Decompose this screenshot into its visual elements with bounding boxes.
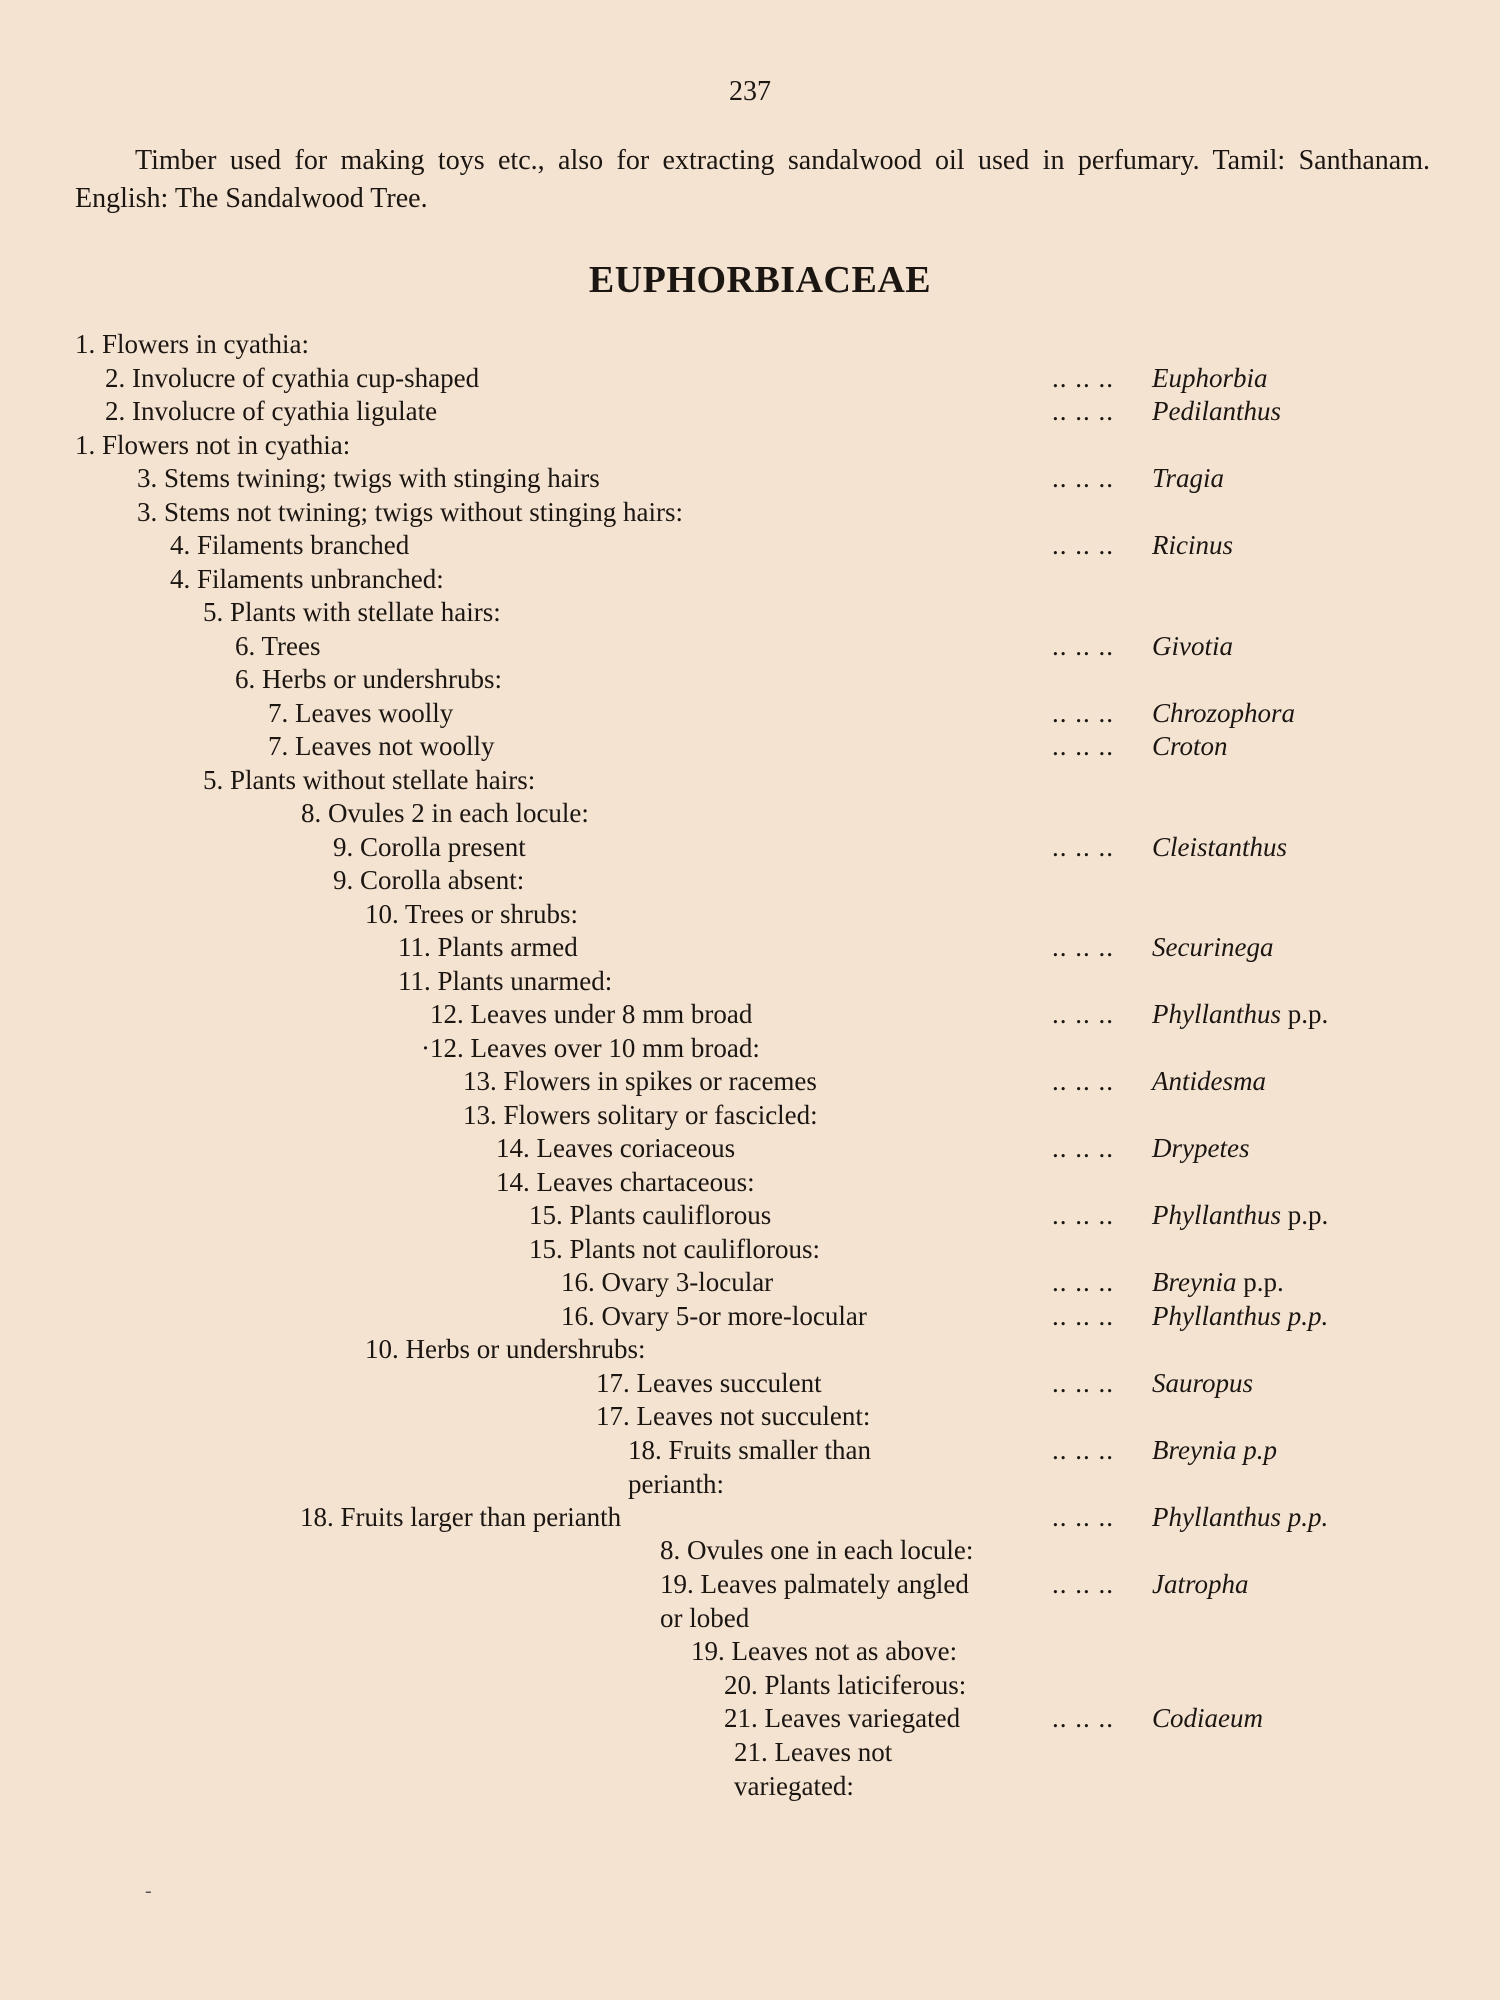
key-row bbox=[0, 1064, 1500, 1098]
genus-result bbox=[1152, 1198, 1328, 1232]
genus-result bbox=[1152, 1567, 1249, 1601]
key-row bbox=[0, 327, 1500, 361]
key-row bbox=[0, 595, 1500, 629]
key-row bbox=[0, 1332, 1500, 1366]
key-lead: 18. Fruits larger than perianth bbox=[300, 1502, 622, 1532]
genus-result bbox=[1152, 930, 1273, 964]
genus-result bbox=[1152, 1500, 1328, 1534]
genus-result bbox=[1152, 1299, 1328, 1333]
genus-result bbox=[1152, 830, 1287, 864]
key-row bbox=[0, 428, 1500, 462]
leader-dots: .. .. .. bbox=[1052, 698, 1114, 728]
genus-name: Croton bbox=[1152, 731, 1228, 761]
key-row bbox=[0, 1567, 1500, 1635]
genus-result bbox=[1152, 1131, 1249, 1165]
key-lead: 2. Involucre of cyathia ligulate bbox=[105, 396, 438, 426]
key-row bbox=[0, 696, 1500, 730]
leader-dots: .. .. .. bbox=[1052, 1133, 1114, 1163]
key-lead: 11. Plants armed bbox=[398, 932, 578, 962]
key-lead: 3. Stems not twining; twigs without stinging hairs: bbox=[137, 497, 684, 527]
genus-name: Breynia p.p bbox=[1152, 1435, 1277, 1465]
key-lead: 7. Leaves not woolly bbox=[268, 731, 495, 761]
key-lead: 10. Herbs or undershrubs: bbox=[365, 1334, 646, 1364]
genus-name: Pedilanthus bbox=[1152, 396, 1281, 426]
key-row bbox=[0, 1399, 1500, 1433]
key-row bbox=[0, 528, 1500, 562]
key-row bbox=[0, 361, 1500, 395]
key-row bbox=[0, 1198, 1500, 1232]
genus-suffix: p.p. bbox=[1281, 1200, 1329, 1230]
genus-suffix: p.p. bbox=[1281, 999, 1329, 1029]
key-lead: 9. Corolla present bbox=[333, 832, 526, 862]
key-lead: 16. Ovary 5-or more-locular bbox=[561, 1301, 867, 1331]
key-lead: 13. Flowers solitary or fascicled: bbox=[463, 1100, 818, 1130]
key-row bbox=[0, 394, 1500, 428]
key-row bbox=[0, 1701, 1500, 1735]
key-row bbox=[0, 1366, 1500, 1400]
genus-result bbox=[1152, 696, 1295, 730]
leader-dots: .. .. .. bbox=[1052, 731, 1114, 761]
genus-name: Phyllanthus bbox=[1152, 1200, 1281, 1230]
key-lead: 2. Involucre of cyathia cup-shaped bbox=[105, 363, 480, 393]
key-row bbox=[0, 1131, 1500, 1165]
genus-result bbox=[1152, 1701, 1263, 1735]
key-row bbox=[0, 897, 1500, 931]
key-row bbox=[0, 495, 1500, 529]
key-lead: 21. Leaves variegated bbox=[724, 1703, 961, 1733]
genus-result bbox=[1152, 361, 1268, 395]
key-row bbox=[0, 830, 1500, 864]
leader-dots: .. .. .. bbox=[1052, 363, 1114, 393]
key-lead: 4. Filaments branched bbox=[170, 530, 410, 560]
key-lead: 13. Flowers in spikes or racemes bbox=[463, 1066, 817, 1096]
key-lead: 17. Leaves succulent bbox=[596, 1368, 822, 1398]
genus-name: Phyllanthus p.p. bbox=[1152, 1301, 1329, 1331]
genus-suffix: p.p. bbox=[1236, 1267, 1284, 1297]
key-row bbox=[0, 796, 1500, 830]
key-row bbox=[0, 562, 1500, 596]
key-lead: 5. Plants with stellate hairs: bbox=[203, 597, 501, 627]
key-lead: 1. Flowers not in cyathia: bbox=[75, 430, 351, 460]
key-row bbox=[0, 997, 1500, 1031]
genus-name: Phyllanthus p.p. bbox=[1152, 1502, 1329, 1532]
genus-name: Securinega bbox=[1152, 932, 1274, 962]
key-lead: 18. Fruits smaller than perianth: bbox=[628, 1435, 871, 1499]
key-row bbox=[0, 1668, 1500, 1702]
key-lead: 12. Leaves under 8 mm broad bbox=[430, 999, 753, 1029]
genus-result bbox=[1152, 461, 1224, 495]
genus-name: Codiaeum bbox=[1152, 1703, 1263, 1733]
key-lead: 15. Plants not cauliflorous: bbox=[529, 1234, 820, 1264]
family-title: EUPHORBIACEAE bbox=[588, 259, 932, 301]
intro-paragraph: Timber used for making toys etc., also for extracting sandalwood oil used in perfumary. Tamil: Santhanam. English: The Sandalwood Tree. bbox=[75, 145, 1430, 214]
key-lead: 5. Plants without stellate hairs: bbox=[203, 765, 536, 795]
key-lead: 10. Trees or shrubs: bbox=[365, 899, 579, 929]
genus-name: Jatropha bbox=[1152, 1569, 1249, 1599]
key-lead: ·12. Leaves over 10 mm broad: bbox=[421, 1033, 760, 1063]
key-row bbox=[0, 1500, 1500, 1534]
key-lead: 19. Leaves not as above: bbox=[691, 1636, 958, 1666]
leader-dots: .. .. .. bbox=[1052, 1200, 1114, 1230]
key-lead: 3. Stems twining; twigs with stinging hairs bbox=[137, 463, 600, 493]
key-lead: 6. Herbs or undershrubs: bbox=[235, 664, 502, 694]
key-lead: 20. Plants laticiferous: bbox=[724, 1670, 967, 1700]
identification-key bbox=[0, 327, 1500, 1827]
key-lead: 14. Leaves chartaceous: bbox=[496, 1167, 755, 1197]
key-lead: 14. Leaves coriaceous bbox=[496, 1133, 736, 1163]
key-row bbox=[0, 1634, 1500, 1668]
genus-name: Breynia bbox=[1152, 1267, 1237, 1297]
genus-result bbox=[1152, 1366, 1253, 1400]
genus-name: Givotia bbox=[1152, 631, 1233, 661]
genus-result bbox=[1152, 1433, 1277, 1467]
page-number: 237 bbox=[729, 76, 771, 107]
genus-name: Tragia bbox=[1152, 463, 1225, 493]
key-lead: 4. Filaments unbranched: bbox=[170, 564, 444, 594]
key-lead: 16. Ovary 3-locular bbox=[561, 1267, 774, 1297]
key-lead: 21. Leaves not variegated: bbox=[734, 1737, 893, 1801]
genus-result bbox=[1152, 528, 1233, 562]
genus-name: Drypetes bbox=[1152, 1133, 1250, 1163]
key-lead: 8. Ovules 2 in each locule: bbox=[301, 798, 589, 828]
key-row bbox=[0, 1165, 1500, 1199]
leader-dots: .. .. .. bbox=[1052, 396, 1114, 426]
genus-name: Ricinus bbox=[1152, 530, 1233, 560]
key-row bbox=[0, 1031, 1500, 1065]
genus-result bbox=[1152, 1064, 1266, 1098]
genus-name: Euphorbia bbox=[1152, 363, 1268, 393]
key-row bbox=[0, 964, 1500, 998]
leader-dots: .. .. .. bbox=[1052, 1703, 1114, 1733]
key-row bbox=[0, 1433, 1500, 1501]
leader-dots: .. .. .. bbox=[1052, 1368, 1114, 1398]
margin-mark: - bbox=[145, 1880, 152, 1902]
key-lead: 19. Leaves palmately angled or lobed bbox=[660, 1569, 969, 1633]
leader-dots: .. .. .. bbox=[1052, 530, 1114, 560]
key-row bbox=[0, 1533, 1500, 1567]
leader-dots: .. .. .. bbox=[1052, 631, 1114, 661]
key-lead: 11. Plants unarmed: bbox=[398, 966, 613, 996]
genus-name: Antidesma bbox=[1152, 1066, 1266, 1096]
genus-name: Cleistanthus bbox=[1152, 832, 1288, 862]
key-row bbox=[0, 461, 1500, 495]
genus-name: Phyllanthus bbox=[1152, 999, 1281, 1029]
leader-dots: .. .. .. bbox=[1052, 932, 1114, 962]
genus-result bbox=[1152, 729, 1228, 763]
leader-dots: .. .. .. bbox=[1052, 1301, 1114, 1331]
key-row bbox=[0, 629, 1500, 663]
leader-dots: .. .. .. bbox=[1052, 1066, 1114, 1096]
genus-result bbox=[1152, 394, 1281, 428]
key-row bbox=[0, 729, 1500, 763]
leader-dots: .. .. .. bbox=[1052, 463, 1114, 493]
key-row bbox=[0, 662, 1500, 696]
leader-dots: .. .. .. bbox=[1052, 1569, 1114, 1599]
key-row bbox=[0, 1299, 1500, 1333]
leader-dots: .. .. .. bbox=[1052, 832, 1114, 862]
key-lead: 15. Plants cauliflorous bbox=[529, 1200, 772, 1230]
genus-result bbox=[1152, 1265, 1284, 1299]
leader-dots: .. .. .. bbox=[1052, 1435, 1114, 1465]
key-lead: 1. Flowers in cyathia: bbox=[75, 329, 309, 359]
leader-dots: .. .. .. bbox=[1052, 1502, 1114, 1532]
genus-result bbox=[1152, 997, 1328, 1031]
key-row bbox=[0, 863, 1500, 897]
key-row bbox=[0, 1265, 1500, 1299]
leader-dots: .. .. .. bbox=[1052, 999, 1114, 1029]
genus-name: Chrozophora bbox=[1152, 698, 1296, 728]
leader-dots: .. .. .. bbox=[1052, 1267, 1114, 1297]
key-lead: 17. Leaves not succulent: bbox=[596, 1401, 871, 1431]
key-row bbox=[0, 1098, 1500, 1132]
key-row bbox=[0, 1735, 1500, 1803]
key-lead: 8. Ovules one in each locule: bbox=[660, 1535, 974, 1565]
key-row bbox=[0, 1232, 1500, 1266]
key-row bbox=[0, 930, 1500, 964]
key-row bbox=[0, 763, 1500, 797]
key-lead: 7. Leaves woolly bbox=[268, 698, 454, 728]
genus-name: Sauropus bbox=[1152, 1368, 1254, 1398]
key-lead: 9. Corolla absent: bbox=[333, 865, 525, 895]
key-lead: 6. Trees bbox=[235, 631, 321, 661]
genus-result bbox=[1152, 629, 1233, 663]
